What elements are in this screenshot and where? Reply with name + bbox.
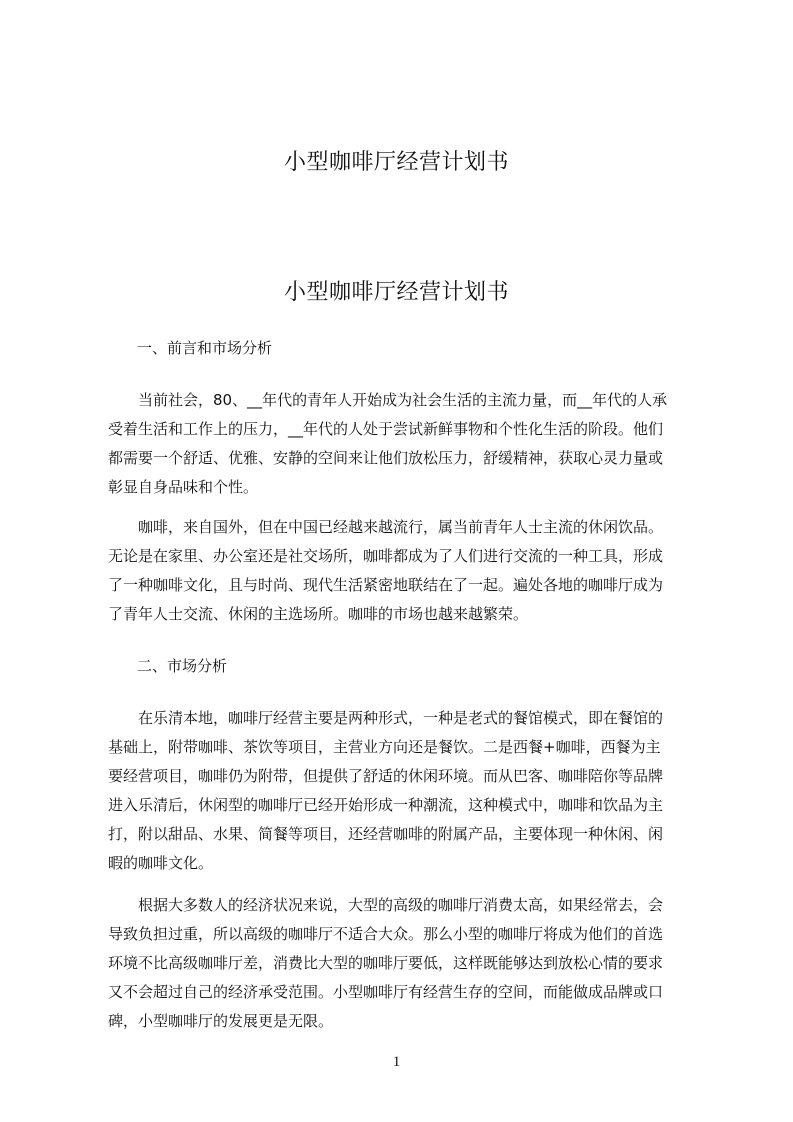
paragraph-line: 受着生活和工作上的压力，__年代的人处于尝试新鲜事物和个性化生活的阶段。他们 [108, 420, 664, 438]
paragraph-4 [108, 891, 698, 1036]
page-number: 1 [392, 1054, 401, 1070]
paragraph-line: 了青年人士交流、休闲的主选场所。咖啡的市场也越来越繁荣。 [108, 605, 529, 623]
paragraph-3 [108, 704, 698, 878]
section-heading-1: 一、前言和市场分析 [137, 339, 273, 357]
paragraph-line: 咖啡，来自国外，但在中国已经越来越流行，属当前青年人士主流的休闲饮品。 [108, 518, 664, 536]
paragraph-line: 在乐清本地，咖啡厅经营主要是两种形式，一种是老式的餐馆模式，即在餐馆的 [108, 709, 664, 727]
paragraph-1 [108, 386, 698, 502]
paragraph-line: 又不会超过自己的经济承受范围。小型咖啡厅有经营生存的空间，而能做成品牌或口 [108, 983, 664, 1001]
paragraph-line: 暇的咖啡文化。 [108, 854, 214, 872]
paragraph-line: 彰显自身品味和个性。 [108, 478, 259, 496]
cover-title: 小型咖啡厅经营计划书 [283, 150, 509, 175]
paragraph-2 [108, 513, 698, 629]
paragraph-line: 碑，小型咖啡厅的发展更是无限。 [108, 1012, 334, 1030]
paragraph-line: 基础上，附带咖啡、茶饮等项目，主营业方向还是餐饮。二是西餐+咖啡，西餐为主 [108, 738, 661, 756]
document-title: 小型咖啡厅经营计划书 [283, 280, 509, 305]
paragraph-line: 无论是在家里、办公室还是社交场所，咖啡都成为了人们进行交流的一种工具，形成 [108, 547, 664, 565]
paragraph-line: 打，附以甜品、水果、简餐等项目，还经营咖啡的附属产品，主要体现一种休闲、闲 [108, 825, 664, 843]
paragraph-line: 当前社会，80、__年代的青年人开始成为社会生活的主流力量，而__年代的人承 [108, 391, 668, 409]
paragraph-line: 导致负担过重，所以高级的咖啡厅不适合大众。那么小型的咖啡厅将成为他们的首选 [108, 925, 664, 943]
paragraph-line: 环境不比高级咖啡厅差，消费比大型的咖啡厅要低，这样既能够达到放松心情的要求 [108, 954, 664, 972]
paragraph-line: 进入乐清后，休闲型的咖啡厅已经开始形成一种潮流，这种模式中，咖啡和饮品为主 [108, 796, 664, 814]
paragraph-line: 了一种咖啡文化，且与时尚、现代生活紧密地联结在了一起。遍处各地的咖啡厅成为 [108, 576, 664, 594]
paragraph-line: 都需要一个舒适、优雅、安静的空间来让他们放松压力，舒缓精神，获取心灵力量或 [108, 449, 664, 467]
section-heading-2: 二、市场分析 [137, 657, 228, 675]
paragraph-line: 根据大多数人的经济状况来说，大型的高级的咖啡厅消费太高，如果经常去，会 [108, 896, 664, 914]
paragraph-line: 要经营项目，咖啡仍为附带，但提供了舒适的休闲环境。而从巴客、咖啡陪你等品牌 [108, 767, 664, 785]
